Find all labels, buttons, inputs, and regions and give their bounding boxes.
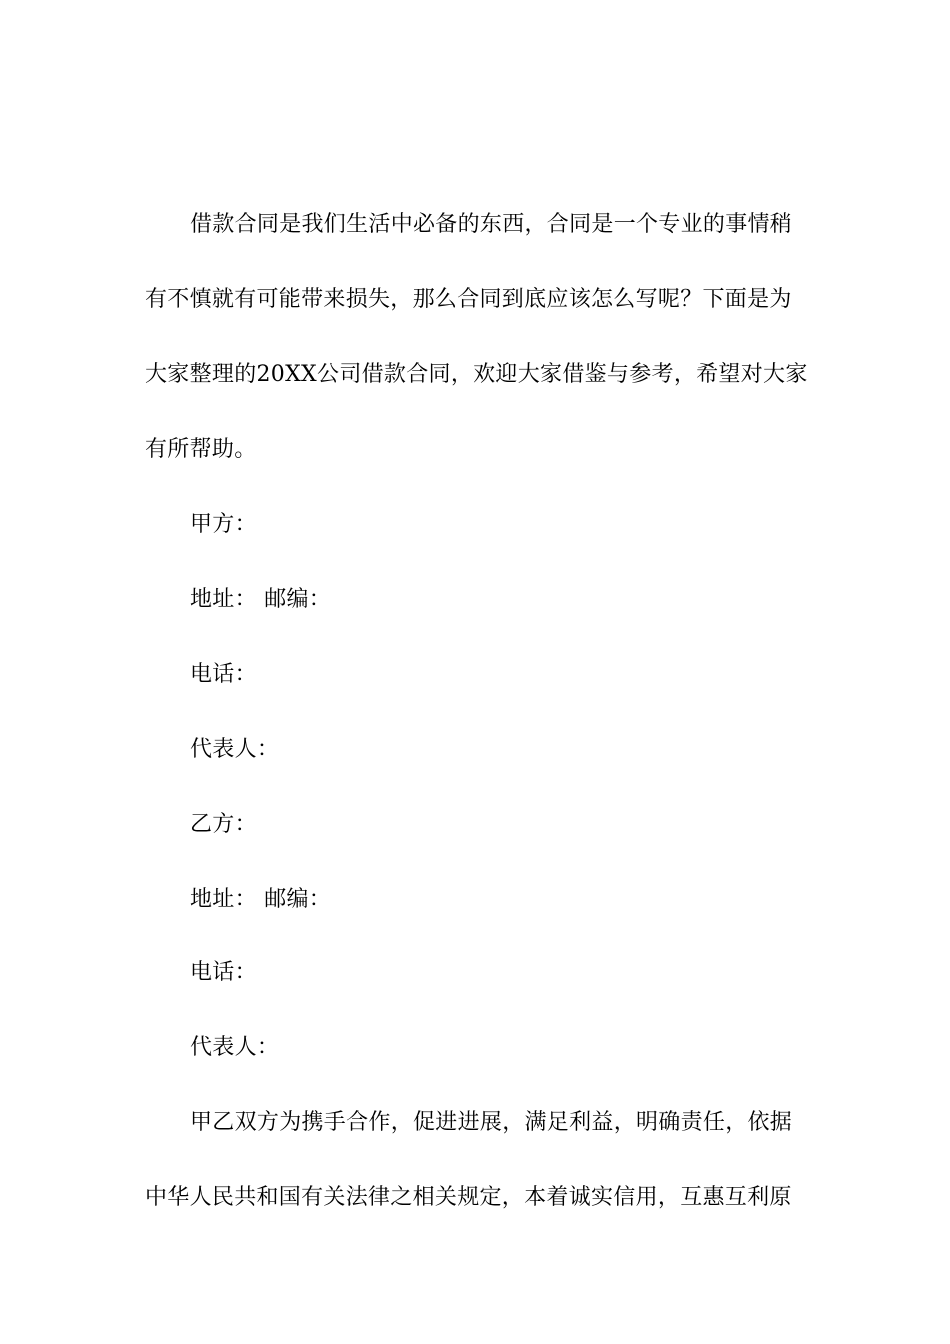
party-a-representative: 代表人： xyxy=(190,737,280,762)
party-b-label: 乙方： xyxy=(190,812,257,837)
agreement-line-2: 中华人民共和国有关法律之相关规定，本着诚实信用，互惠互利原 xyxy=(145,1185,792,1210)
intro-line-4: 有所帮助。 xyxy=(145,437,257,462)
party-a-phone: 电话： xyxy=(190,662,257,687)
party-a-address: 地址： 邮编： xyxy=(190,587,332,612)
party-b-representative: 代表人： xyxy=(190,1035,280,1060)
party-b-address: 地址： 邮编： xyxy=(190,887,332,912)
intro-line-1: 借款合同是我们生活中必备的东西，合同是一个专业的事情稍 xyxy=(190,212,793,237)
party-b-phone: 电话： xyxy=(190,960,257,985)
intro-line-2: 有不慎就有可能带来损失，那么合同到底应该怎么写呢？下面是为 xyxy=(145,287,792,312)
agreement-line-1: 甲乙双方为携手合作，促进进展，满足利益，明确责任，依据 xyxy=(190,1110,793,1135)
party-a-label: 甲方： xyxy=(190,512,257,537)
intro-line-3: 大家整理的20XX公司借款合同，欢迎大家借鉴与参考，希望对大家 xyxy=(145,362,808,387)
